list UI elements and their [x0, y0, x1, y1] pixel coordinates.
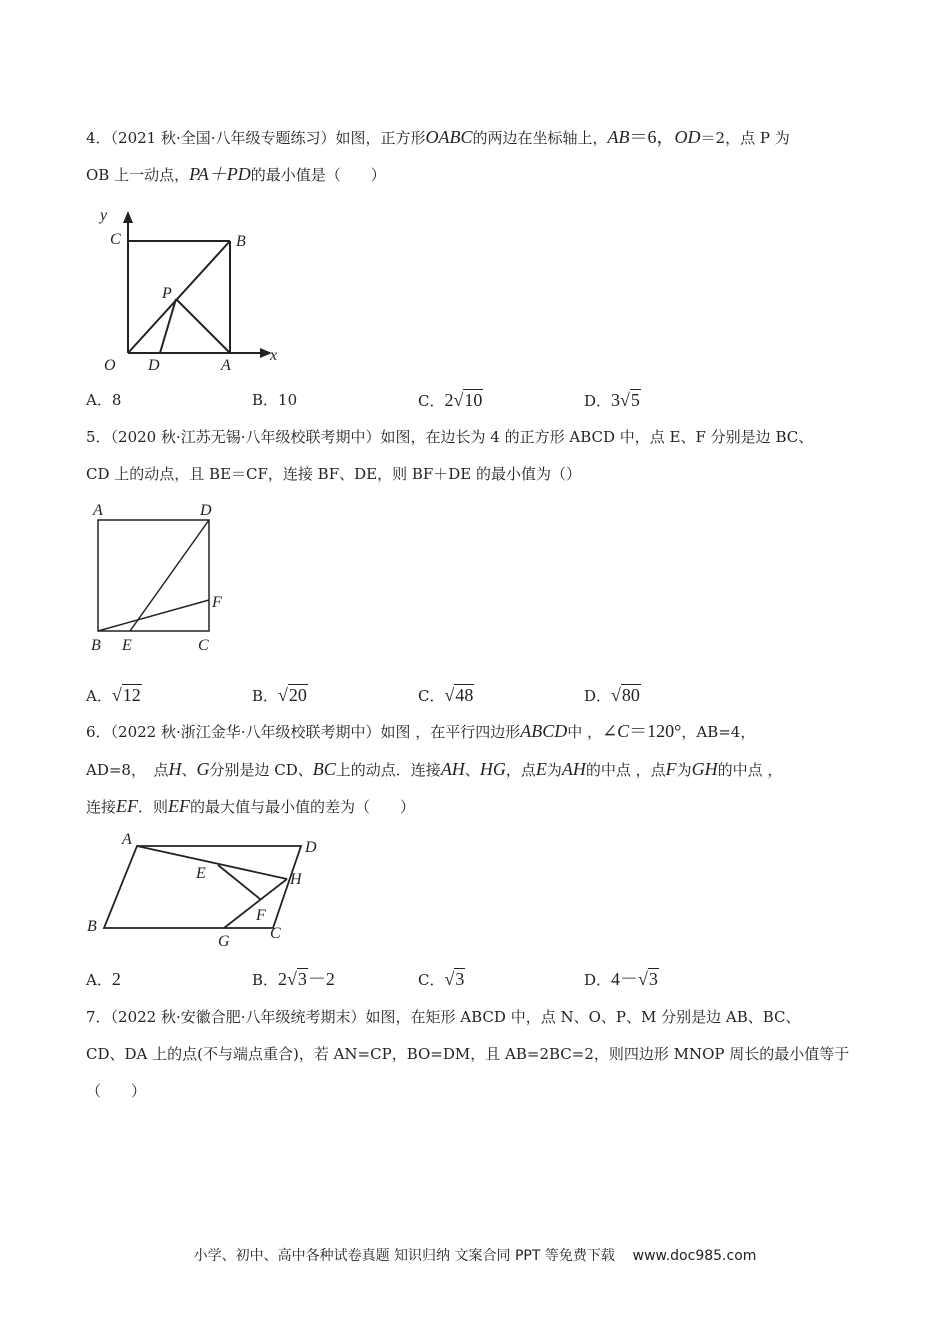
q6-option-d[interactable]: D．4－√3: [584, 969, 658, 989]
q4-line-1: 4．（2021 秋·全国·八年级专题练习）如图，正方形OABC的两边在坐标轴上，AB＝6，OD＝2，点 P 为: [86, 127, 790, 147]
sqrt-icon: √: [278, 685, 288, 705]
label-o: O: [104, 357, 116, 374]
label-b: B: [87, 918, 97, 935]
q5-option-c[interactable]: C．√48: [418, 685, 474, 705]
label-d: D: [200, 502, 212, 519]
q5-line-1: 5．（2020 秋·江苏无锡·八年级校联考期中）如图，在边长为 4 的正方形 ABCD 中，点 E、F 分别是边 BC、: [86, 428, 814, 446]
q6-option-a[interactable]: A．2: [86, 969, 121, 989]
q7-line-1: 7．（2022 秋·安徽合肥·八年级统考期末）如图，在矩形 ABCD 中，点 N、O、P、M 分别是边 AB、BC、: [86, 1008, 801, 1026]
q5-option-b[interactable]: B．√20: [252, 685, 307, 705]
label-h: H: [290, 871, 302, 888]
sqrt-icon: √: [620, 390, 630, 410]
sqrt-icon: √: [287, 969, 297, 989]
label-e: E: [196, 865, 206, 882]
q7-line-3: （ ）: [86, 1082, 147, 1100]
q4-option-b[interactable]: B．10: [252, 391, 298, 409]
math-ab: AB: [607, 127, 630, 147]
page-footer: [0, 1245, 950, 1265]
q6-figure: [84, 828, 334, 953]
q7-line-2: CD、DA 上的点(不与端点重合)，若 AN=CP，BO=DM，且 AB=2BC=2，则四边形 MNOP 周长的最小值等于: [86, 1045, 850, 1063]
label-c: C: [270, 925, 281, 942]
footer-text: 小学、初中、高中各种试卷真题 知识归纳 文案合同 PPT 等免费下载: [193, 1248, 615, 1264]
q6-line-3: 连接EF．则EF的最大值与最小值的差为（ ）: [86, 796, 416, 816]
label-c: C: [198, 637, 209, 654]
math-pa-pd: PA＋PD: [189, 164, 251, 184]
q4-option-c[interactable]: C．2√10: [418, 390, 483, 410]
q5-figure: [88, 500, 238, 660]
sqrt-icon: √: [444, 969, 455, 989]
sqrt-icon: √: [611, 685, 621, 705]
q4-line-2: OB 上一动点，PA＋PD的最小值是（ ）: [86, 164, 386, 184]
label-c: C: [110, 231, 121, 248]
label-d: D: [148, 357, 160, 374]
sqrt-icon: √: [444, 685, 455, 705]
q6-option-c[interactable]: C．√3: [418, 969, 465, 989]
label-a: A: [122, 831, 132, 848]
label-b: B: [236, 233, 246, 250]
label-b: B: [91, 637, 101, 654]
label-a: A: [221, 357, 231, 374]
label-g: G: [218, 933, 230, 950]
math-oabc: OABC: [425, 127, 473, 147]
label-d: D: [305, 839, 317, 856]
q4-figure: [90, 200, 290, 380]
q6-option-b[interactable]: B．2√3－2: [252, 969, 335, 989]
label-x: x: [270, 347, 278, 364]
label-f: F: [256, 907, 266, 924]
sqrt-icon: √: [453, 390, 464, 410]
q6-line-2: AD=8， 点H、G分别是边 CD、BC上的动点．连接AH、HG，点E为AH的中点 ，点F为GH的中点 ，: [86, 759, 783, 779]
q6-line-1: 6．（2022 秋·浙江金华·八年级校联考期中）如图 ，在平行四边形ABCD中 ，∠C＝120°，AB=4，: [86, 721, 756, 741]
math-od: OD: [674, 127, 701, 147]
label-a: A: [93, 502, 103, 519]
sqrt-icon: √: [638, 969, 648, 989]
label-p: P: [162, 285, 172, 302]
q5-option-a[interactable]: A．√12: [86, 685, 141, 705]
q4-option-d[interactable]: D．3√5: [584, 390, 640, 410]
q5-option-d[interactable]: D．√80: [584, 685, 640, 705]
label-f: F: [212, 594, 222, 611]
sqrt-icon: √: [111, 685, 122, 705]
q4-option-a[interactable]: A．8: [86, 391, 122, 409]
footer-url[interactable]: www.doc985.com: [632, 1248, 757, 1264]
label-e: E: [122, 637, 132, 654]
label-y: y: [100, 207, 108, 224]
q5-line-2: CD 上的动点，且 BE＝CF，连接 BF、DE，则 BF＋DE 的最小值为（）: [86, 465, 582, 483]
